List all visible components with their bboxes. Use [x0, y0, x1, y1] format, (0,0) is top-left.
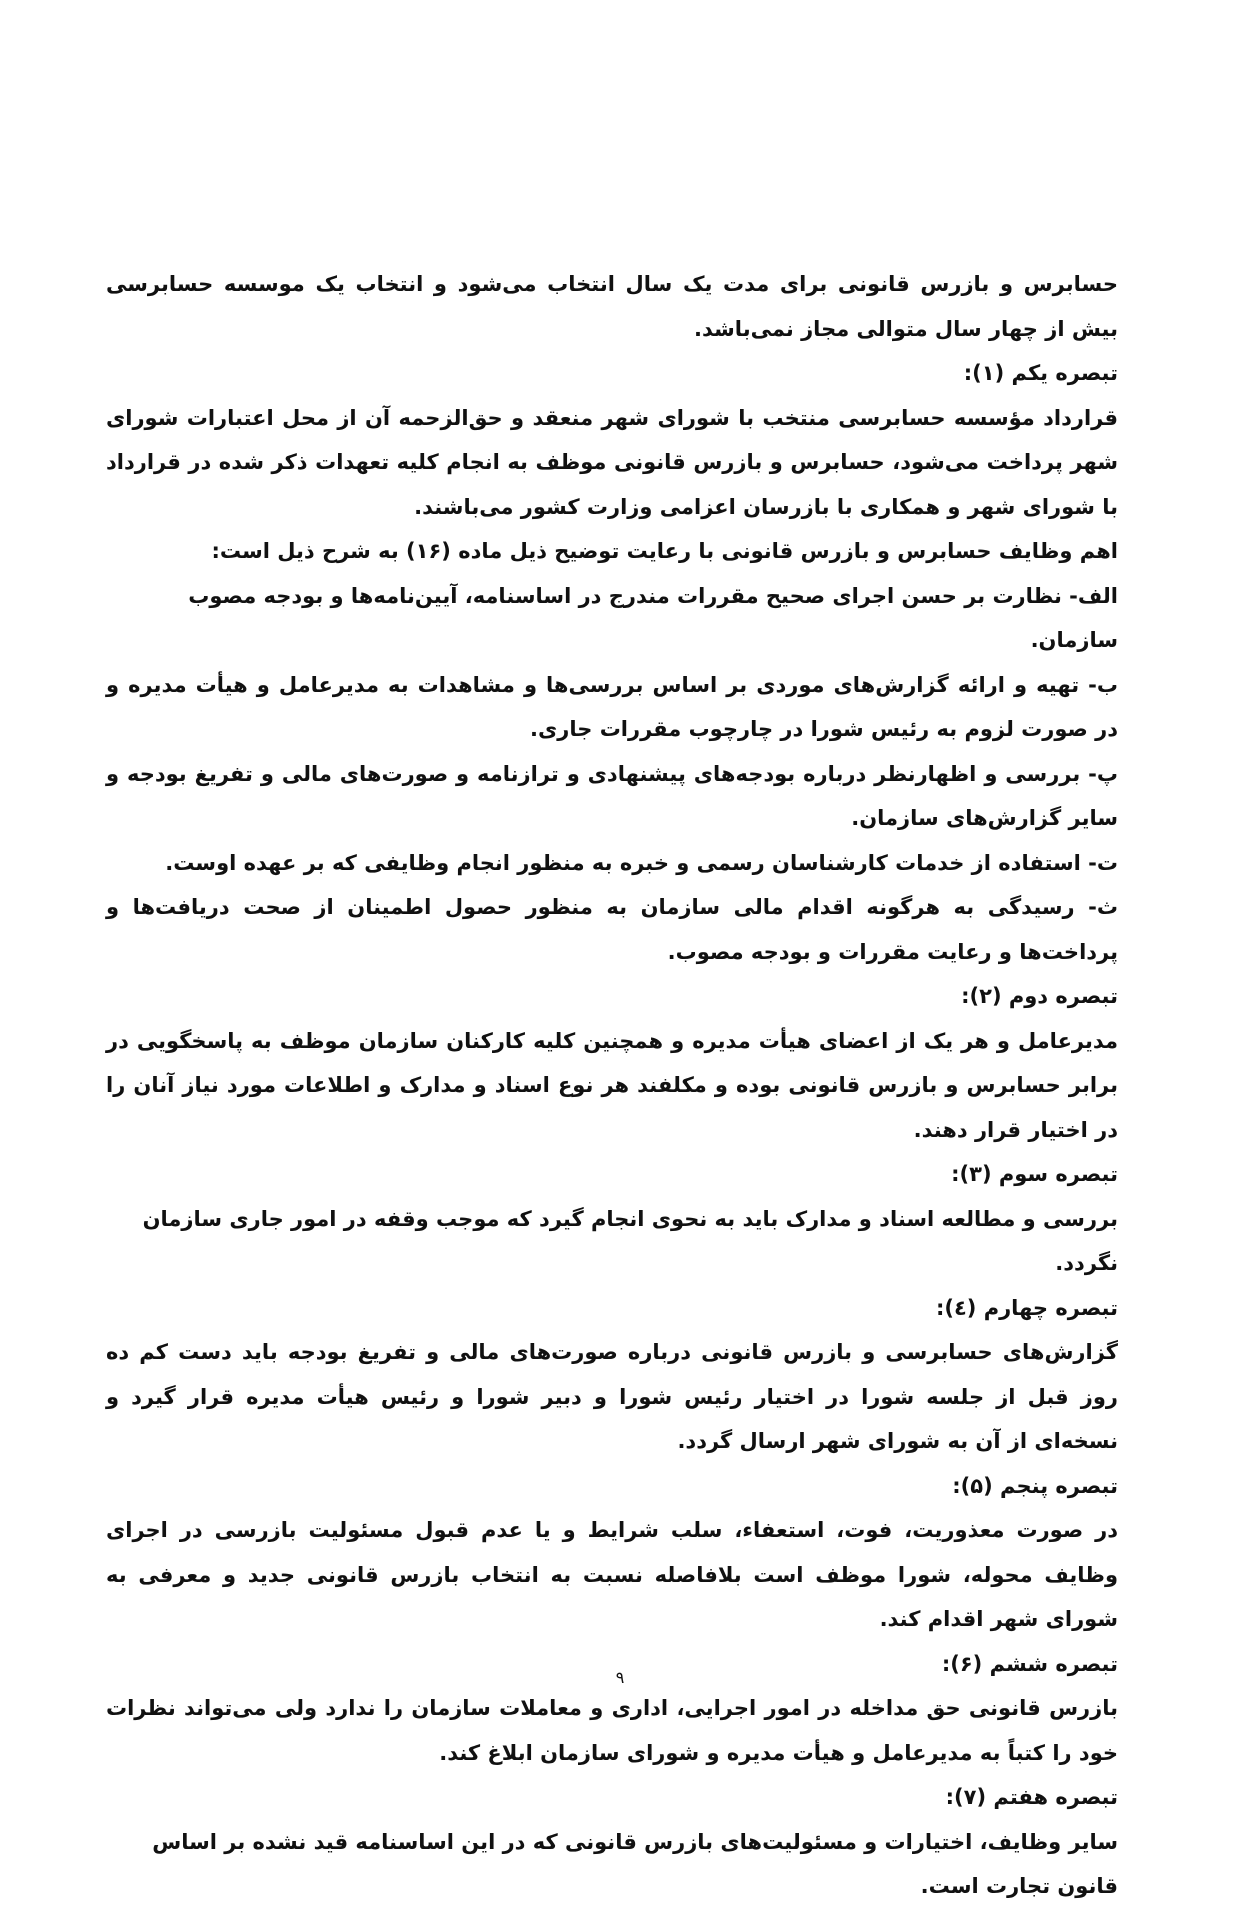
- page-number: ۹: [615, 1668, 625, 1687]
- heading-note-6: تبصره ششم (۶):: [941, 1651, 1118, 1676]
- paragraph-report-delivery: گزارش‌های حسابرسی و بازرس قانونی درباره صورت‌های مالی و تفریغ بودجه باید دست کم ده روز قبل از جلسه شورا در اختیار رئیس شورا و دبیر شورا و رئیس هیأت مدیره قرار گیرد و نسخه‌ای از آن به شورای شهر ارسال گردد.: [106, 1340, 1118, 1453]
- paragraph-auditor-replacement: در صورت معذوریت، فوت، استعفاء، سلب شرایط و یا عدم قبول مسئولیت بازرسی در اجرای وظایف محوله، شورا موظف است بلافاصله نسبت به انتخاب بازرس قانونی جدید و معرفی به شورای شهر اقدام کند.: [106, 1518, 1118, 1631]
- heading-note-3: تبصره سوم (۳):: [951, 1162, 1118, 1186]
- heading-note-1: تبصره یکم (۱):: [963, 361, 1118, 385]
- heading-note-4: تبصره چهارم (٤):: [935, 1295, 1118, 1320]
- paragraph-no-interference: بازرس قانونی حق مداخله در امور اجرایی، اداری و معاملات سازمان را ندارد ولی می‌تواند نظرات خود را کتباً به مدیرعامل و هیأت مدیره و شورای سازمان ابلاغ کند.: [106, 1696, 1118, 1765]
- paragraph-document-review: بررسی و مطالعه اسناد و مدارک باید به نحوی انجام گیرد که موجب وقفه در امور جاری سازمان نگردد.: [142, 1206, 1118, 1275]
- paragraph-auditor-duties-intro: اهم وظایف حسابرس و بازرس قانونی با رعایت توضیح ذیل ماده (۱۶) به شرح ذیل است:: [211, 539, 1118, 563]
- paragraph-duty-alef: الف- نظارت بر حسن اجرای صحیح مقررات مندرج در اساسنامه، آیین‌نامه‌ها و بودجه مصوب سازمان.: [188, 583, 1118, 652]
- heading-note-2: تبصره دوم (۲):: [961, 984, 1118, 1008]
- heading-note-7: تبصره هفتم (۷):: [945, 1785, 1118, 1809]
- paragraph-duty-te: ت- استفاده از خدمات کارشناسان رسمی و خبره به منظور انجام وظایفی که بر عهده اوست.: [165, 850, 1118, 875]
- heading-note-5: تبصره پنجم (۵):: [952, 1473, 1118, 1498]
- paragraph-auditor-contract: قرارداد مؤسسه حسابرسی منتخب با شورای شهر منعقد و حق‌الزحمه آن از محل اعتبارات شورای شهر پرداخت می‌شود، حسابرس و بازرس قانونی موظف به انجام کلیه تعهدات ذکر شده در قرارداد با شورای شهر و همکاری با بازرسان اعزامی وزارت کشور می‌باشند.: [106, 405, 1118, 519]
- paragraph-staff-accountability: مدیرعامل و هر یک از اعضای هیأت مدیره و همچنین کلیه کارکنان سازمان موظف به پاسخگویی در برابر حسابرس و بازرس قانونی بوده و مکلفند هر نوع اسناد و مدارک و اطلاعات مورد نیاز آنان را در اختیار قرار دهند.: [106, 1028, 1118, 1142]
- paragraph-duty-se: ث- رسیدگی به هرگونه اقدام مالی سازمان به منظور حصول اطمینان از صحت دریافت‌ها و پرداخت‌ها و رعایت مقررات و بودجه مصوب.: [106, 895, 1118, 964]
- paragraph-duty-be: ب- تهیه و ارائه گزارش‌های موردی بر اساس بررسی‌ها و مشاهدات به مدیرعامل و هیأت مدیره و در صورت لزوم به رئیس شورا در چارچوب مقررات جاری.: [106, 672, 1118, 741]
- paragraph-other-duties: سایر وظایف، اختیارات و مسئولیت‌های بازرس قانونی که در این اساسنامه قید نشده بر اساس قانون تجارت است.: [152, 1829, 1118, 1898]
- paragraph-duty-pe: پ- بررسی و اظهارنظر درباره بودجه‌های پیشنهادی و ترازنامه و صورت‌های مالی و تفریغ بودجه و سایر گزارش‌های سازمان.: [106, 761, 1118, 830]
- document-body: [106, 262, 1118, 1909]
- paragraph-term-of-auditor: حسابرس و بازرس قانونی برای مدت یک سال انتخاب می‌شود و انتخاب یک موسسه حسابرسی بیش از چهار سال متوالی مجاز نمی‌باشد.: [106, 272, 1118, 341]
